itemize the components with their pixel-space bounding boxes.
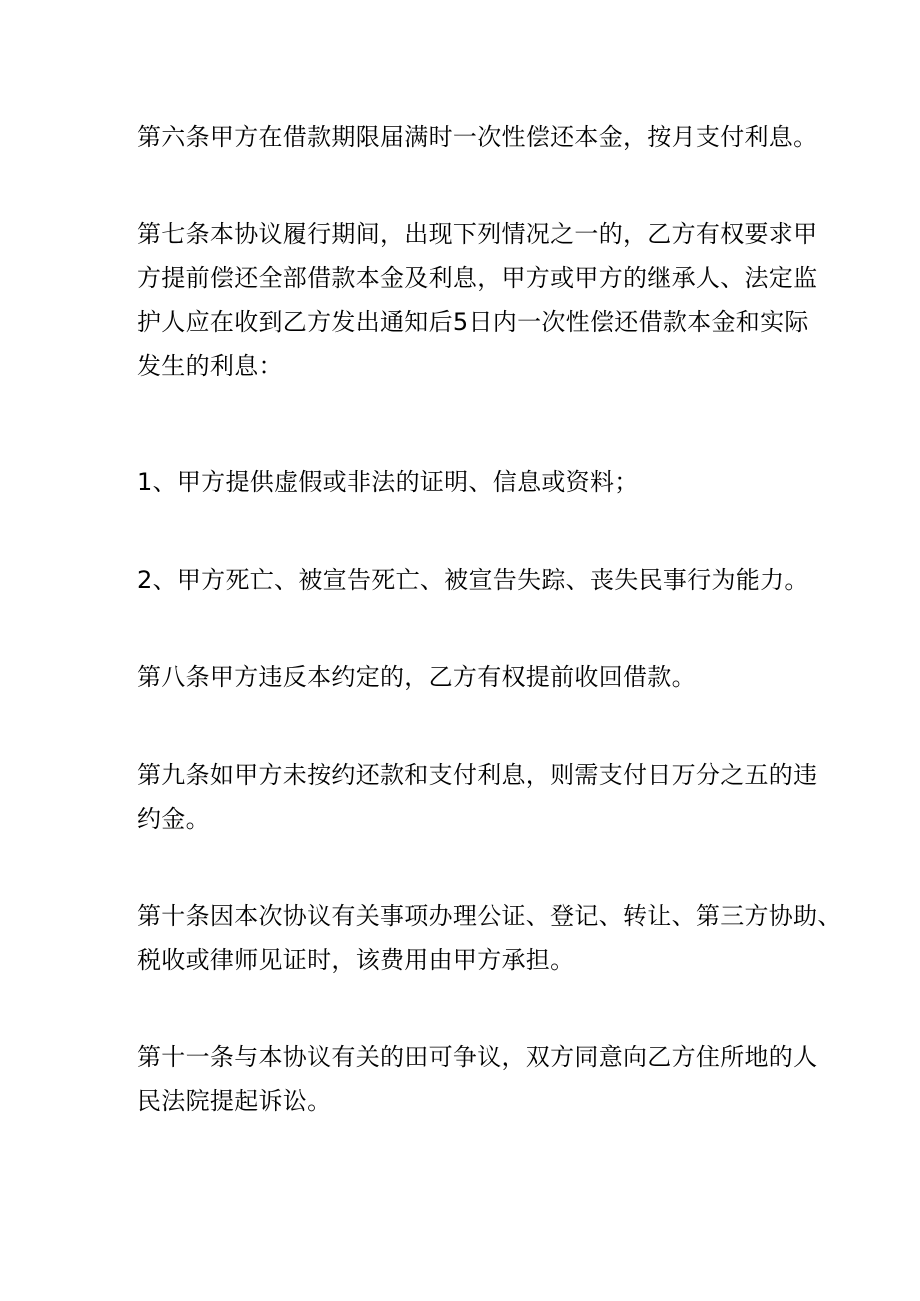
paragraph-line: 2、甲方死亡、被宣告死亡、被宣告失踪、丧失民事行为能力。: [137, 566, 809, 594]
paragraph-line: 税收或律师见证时，该费用由甲方承担。: [137, 946, 575, 974]
paragraph-line: 第九条如甲方未按约还款和支付利息，则需支付日万分之五的违: [137, 761, 818, 789]
article-10-paragraph: [137, 894, 842, 982]
paragraph-line: 发生的利息：: [137, 352, 283, 380]
item-2-paragraph: [137, 558, 809, 602]
paragraph-line: 方提前偿还全部借款本金及利息，甲方或甲方的继承人、法定监: [137, 264, 818, 292]
paragraph-line: 第十一条与本协议有关的田可争议，双方同意向乙方住所地的人: [137, 1043, 818, 1071]
paragraph-line: 第七条本协议履行期间，出现下列情况之一的，乙方有权要求甲: [137, 220, 818, 248]
article-7-paragraph: [137, 212, 818, 388]
item-1-paragraph: [137, 460, 802, 504]
article-6-paragraph: [137, 115, 818, 159]
paragraph-line: 第八条甲方违反本约定的，乙方有权提前收回借款。: [137, 663, 696, 691]
paragraph-line: 1、甲方提供虚假或非法的证明、信息或资料；: [137, 468, 639, 496]
article-9-paragraph: [137, 753, 818, 841]
article-8-paragraph: [137, 655, 802, 699]
paragraph-line: 约金。: [137, 805, 210, 833]
paragraph-line: 护人应在收到乙方发出通知后5日内一次性偿还借款本金和实际: [137, 308, 809, 336]
article-11-paragraph: [137, 1035, 818, 1123]
paragraph-line: 民法院提起诉讼。: [137, 1087, 332, 1115]
paragraph-line: 第六条甲方在借款期限届满时一次性偿还本金，按月支付利息。: [137, 123, 818, 151]
paragraph-line: 第十条因本次协议有关事项办理公证、登记、转让、第三方协助、: [137, 902, 842, 930]
